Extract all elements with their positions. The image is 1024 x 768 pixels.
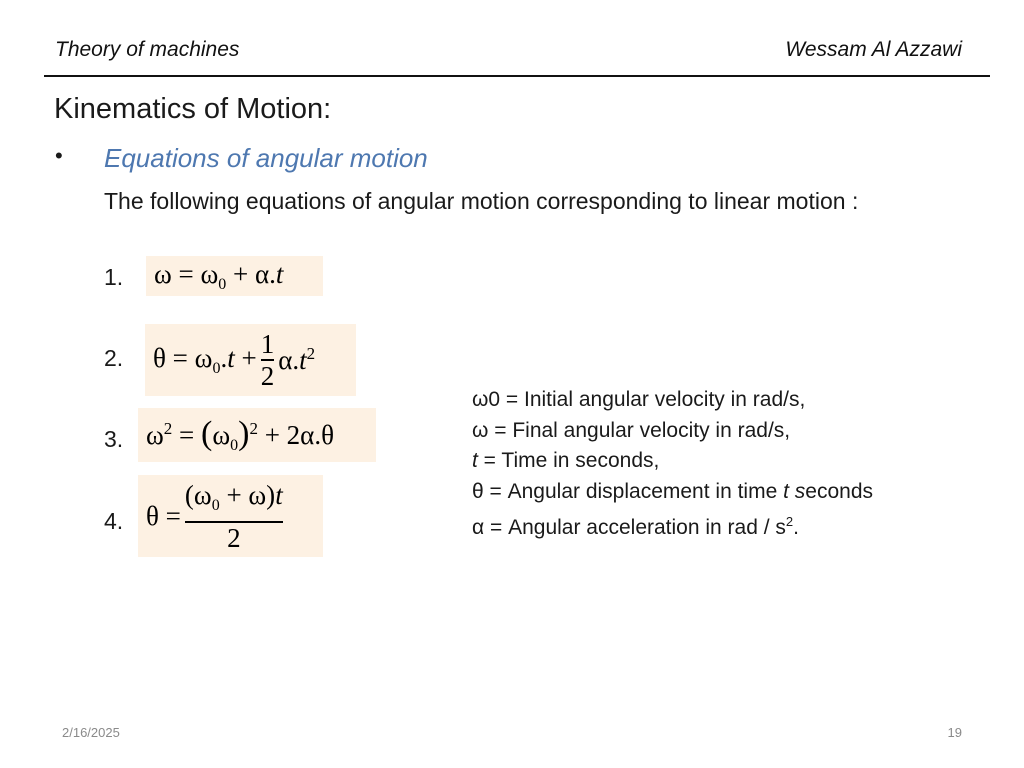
symbol-definitions	[472, 385, 873, 544]
intro-paragraph: The following equations of angular motion corresponding to linear motion :	[104, 188, 859, 214]
equation-1-number: 1.	[104, 264, 124, 290]
equation-3-number: 3.	[104, 426, 124, 452]
bullet-heading: Equations of angular motion	[104, 143, 428, 173]
author-name: Wessam Al Azzawi	[785, 38, 962, 61]
bullet-marker: •	[55, 143, 63, 168]
footer-date: 2/16/2025	[62, 725, 120, 740]
def-alpha: α = Angular acceleration in rad / $s^2$.	[472, 514, 799, 539]
course-title: Theory of machines	[55, 38, 240, 61]
equation-3-image: $\omega^2 = (\omega_0)^2 + 2\alpha.\theta$	[138, 408, 376, 462]
page-number: 19	[947, 725, 962, 740]
def-theta: θ = Angular displacement in time t seconds	[472, 479, 873, 503]
header-divider	[44, 75, 990, 77]
equation-4-image: θ = $\frac{(\omega_0 + \omega)t}{2}$	[138, 475, 323, 557]
equation-2-number: 2.	[104, 345, 124, 371]
equation-4-number: 4.	[104, 508, 124, 534]
equation-2-image: $\theta = \omega_0.t$ + $\frac{1}{2}$ $\alpha.t^2$	[145, 324, 356, 396]
def-omega0: ω0 = Initial angular velocity in rad/s,	[472, 388, 806, 411]
def-time: t = Time in seconds,	[472, 449, 660, 472]
def-omega: ω = Final angular velocity in rad/s,	[472, 418, 791, 442]
equation-1-image: $\omega = \omega_0 + \alpha.t$	[146, 256, 323, 296]
slide-title: Kinematics of Motion:	[54, 93, 332, 125]
